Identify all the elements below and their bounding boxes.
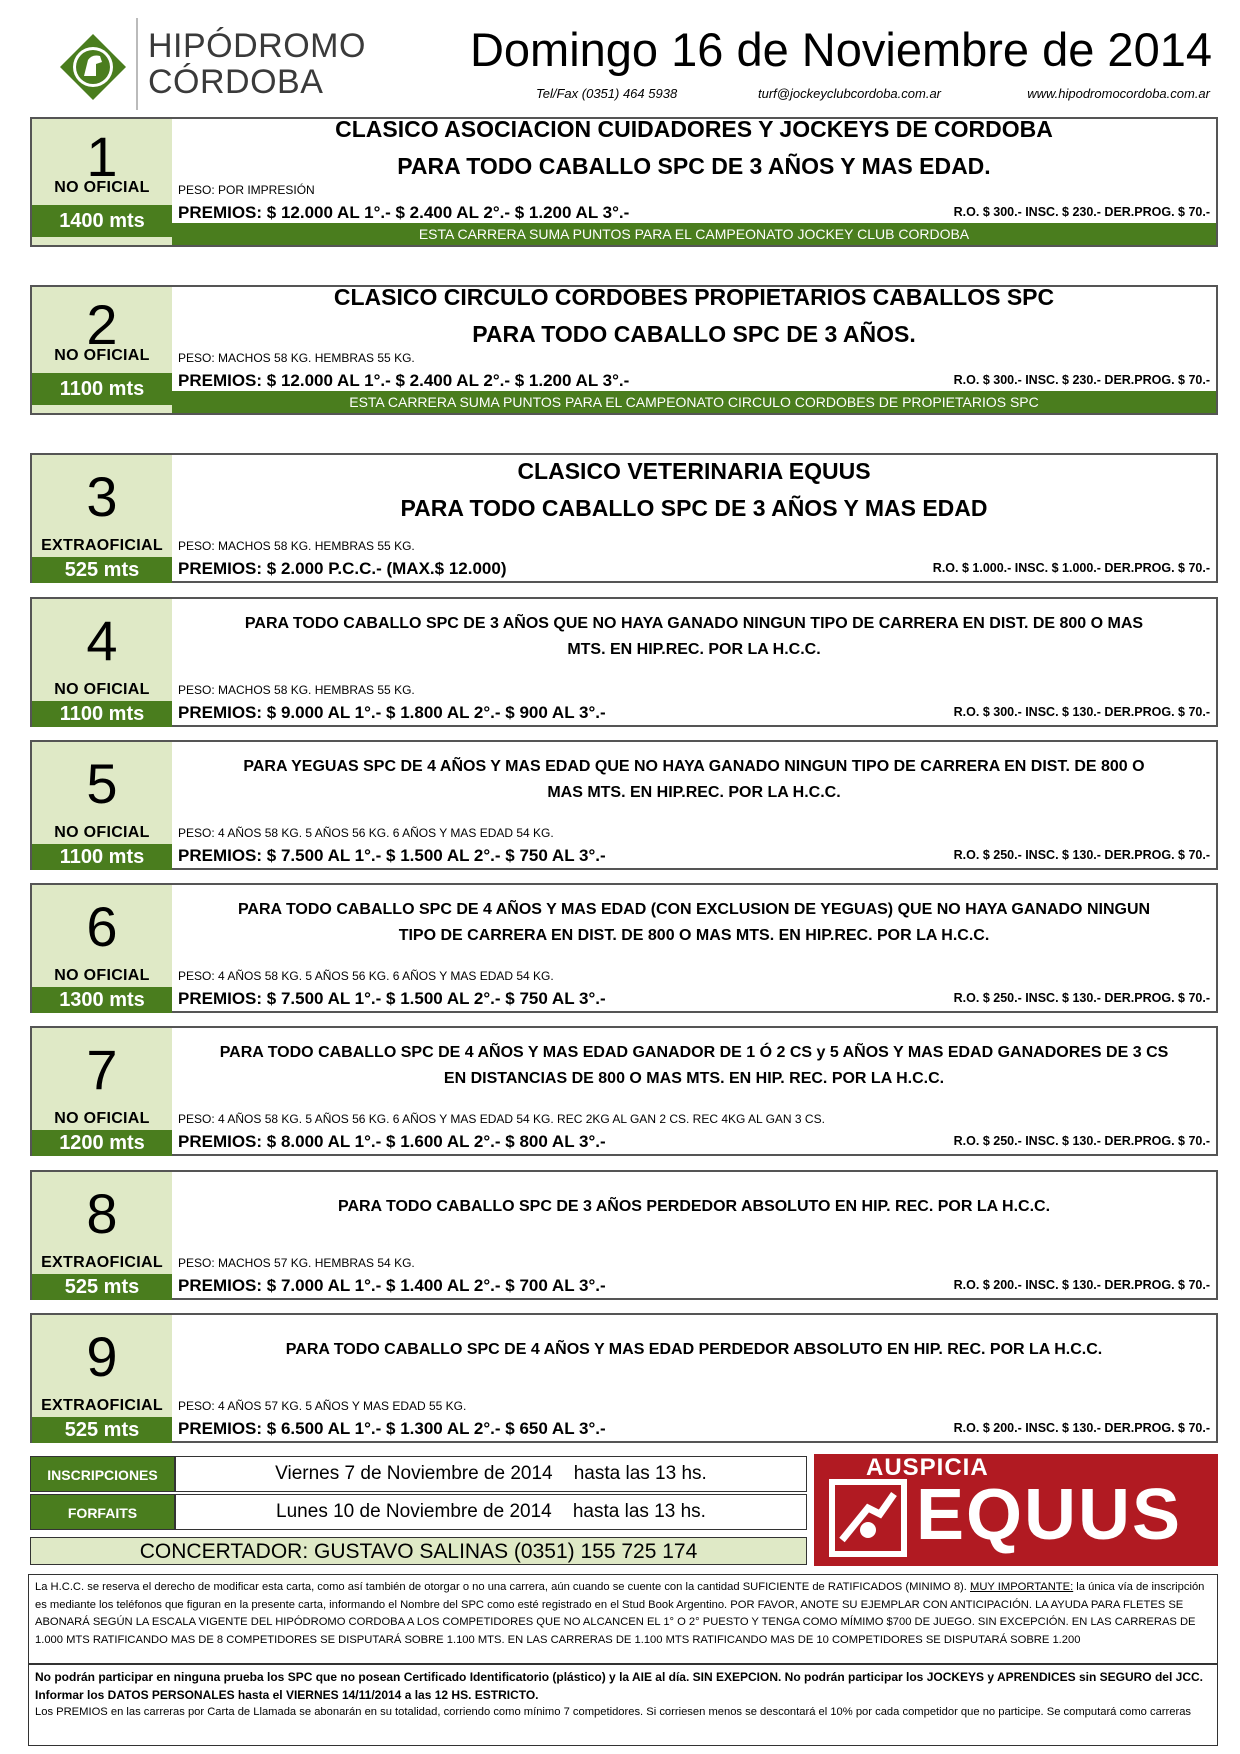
race-peso: PESO: MACHOS 58 KG. HEMBRAS 55 KG. [178, 351, 415, 365]
race-card-3 [30, 453, 1218, 583]
race-number: 3 [86, 465, 118, 528]
race-number: 1 [86, 125, 118, 188]
page-header [28, 18, 1218, 108]
race-status: EXTRAOFICIAL [41, 1254, 163, 1271]
contact-email[interactable]: turf@jockeyclubcordoba.com.ar [758, 86, 941, 101]
race-title-line1: PARA TODO CABALLO SPC DE 3 AÑOS PERDEDOR ABSOLUTO EN HIP. REC. POR LA H.C.C. [337, 1198, 1051, 1215]
race-fees: R.O. $ 200.- INSC. $ 130.- DER.PROG. $ 70.- [953, 1421, 1210, 1435]
sponsor-label: AUSPICIA [866, 1454, 989, 1481]
race-distance: 1300 mts [32, 987, 172, 1013]
race-title-line2: EN DISTANCIAS DE 800 O MAS MTS. EN HIP. REC. POR LA H.C.C. [443, 1070, 945, 1087]
race-title-line1: PARA TODO CABALLO SPC DE 4 AÑOS Y MAS EDAD PERDEDOR ABSOLUTO EN HIP. REC. POR LA H.C.C. [285, 1341, 1103, 1358]
race-peso: PESO: MACHOS 58 KG. HEMBRAS 55 KG. [178, 683, 415, 697]
race-premios: PREMIOS: $ 6.500 AL 1°.- $ 1.300 AL 2°.- $ 650 AL 3°.- [178, 1419, 606, 1438]
race-fees: R.O. $ 250.- INSC. $ 130.- DER.PROG. $ 70.- [953, 1134, 1210, 1148]
race-title-line2: MAS MTS. EN HIP.REC. POR LA H.C.C. [547, 784, 841, 801]
sponsor-name: EQUUS [916, 1475, 1183, 1555]
race-number: 6 [86, 895, 118, 958]
race-distance: 1100 mts [32, 844, 172, 870]
race-status: EXTRAOFICIAL [41, 537, 163, 554]
contact-website[interactable]: www.hipodromocordoba.com.ar [1027, 86, 1210, 101]
race-distance: 1400 mts [32, 205, 172, 237]
race-card-2 [30, 285, 1218, 415]
race-status: EXTRAOFICIAL [41, 1397, 163, 1414]
race-card-6 [30, 883, 1218, 1013]
race-title [172, 1194, 1216, 1220]
race-status: NO OFICIAL [54, 967, 150, 984]
terms-paragraph-3: Los PREMIOS en las carreras por Carta de Llamada se abonarán en su totalidad, corriendo como mínimo 7 competidores. Si corriesen menos se descontará el 10% por cada competidor que no participe. Se computará como carreras [35, 1706, 1192, 1718]
logo-divider [136, 18, 138, 110]
race-peso: PESO: POR IMPRESIÓN [178, 183, 315, 197]
race-status: NO OFICIAL [54, 1110, 150, 1127]
race-title [172, 611, 1216, 663]
race-peso: PESO: 4 AÑOS 58 KG. 5 AÑOS 56 KG. 6 AÑOS Y MAS EDAD 54 KG. [178, 969, 554, 983]
race-fees: R.O. $ 250.- INSC. $ 130.- DER.PROG. $ 70.- [953, 991, 1210, 1005]
race-title-line1: PARA TODO CABALLO SPC DE 3 AÑOS QUE NO HAYA GANADO NINGUN TIPO DE CARRERA EN DIST. DE 800 O MAS [244, 615, 1144, 632]
race-card-5 [30, 740, 1218, 870]
race-peso: PESO: 4 AÑOS 57 KG. 5 AÑOS Y MAS EDAD 55 KG. [178, 1399, 467, 1413]
race-premios: PREMIOS: $ 12.000 AL 1°.- $ 2.400 AL 2°.- $ 1.200 AL 3°.- [178, 371, 630, 390]
race-status: NO OFICIAL [54, 347, 150, 364]
race-fees: R.O. $ 300.- INSC. $ 130.- DER.PROG. $ 70.- [953, 705, 1210, 719]
race-banner: ESTA CARRERA SUMA PUNTOS PARA EL CAMPEONATO CIRCULO CORDOBES DE PROPIETARIOS SPC [172, 391, 1216, 413]
terms-notes [28, 1574, 1218, 1746]
race-title-line2: TIPO DE CARRERA EN DIST. DE 800 O MAS MTS. EN HIP.REC. POR LA H.C.C. [398, 927, 990, 944]
race-number: 9 [86, 1325, 118, 1388]
race-number: 7 [86, 1038, 118, 1101]
race-title-line2: PARA TODO CABALLO SPC DE 3 AÑOS Y MAS EDAD. [397, 153, 991, 179]
race-status: NO OFICIAL [54, 179, 150, 196]
race-distance: 525 mts [32, 1274, 172, 1300]
race-title [172, 453, 1216, 527]
race-title-line2: MTS. EN HIP.REC. POR LA H.C.C. [567, 641, 821, 658]
race-fees: R.O. $ 200.- INSC. $ 130.- DER.PROG. $ 70.- [953, 1278, 1210, 1292]
race-peso: PESO: MACHOS 58 KG. HEMBRAS 55 KG. [178, 539, 415, 553]
race-distance: 525 mts [32, 1417, 172, 1443]
race-title [172, 897, 1216, 949]
race-premios: PREMIOS: $ 12.000 AL 1°.- $ 2.400 AL 2°.- $ 1.200 AL 3°.- [178, 203, 630, 222]
race-premios: PREMIOS: $ 7.500 AL 1°.- $ 1.500 AL 2°.- $ 750 AL 3°.- [178, 846, 606, 865]
race-number: 5 [86, 752, 118, 815]
race-title-line1: PARA YEGUAS SPC DE 4 AÑOS Y MAS EDAD QUE NO HAYA GANADO NINGUN TIPO DE CARRERA EN DIST. DE 800 O [243, 758, 1145, 775]
race-title [172, 754, 1216, 806]
race-premios: PREMIOS: $ 8.000 AL 1°.- $ 1.600 AL 2°.- $ 800 AL 3°.- [178, 1132, 606, 1151]
race-title [172, 1337, 1216, 1363]
race-number: 2 [86, 293, 118, 356]
race-premios: PREMIOS: $ 7.500 AL 1°.- $ 1.500 AL 2°.- $ 750 AL 3°.- [178, 989, 606, 1008]
terms-paragraph-2: No podrán participar en ninguna prueba los SPC que no posean Certificado Identificatorio (plástico) y la AIE al día. SIN EXEPCION. No podrán participar los JOCKEYS y APRENDICES sin SEGURO del JCC. Informar los DATOS PERSONALES hasta el VIERNES 14/11/2014 a las 12 HS. ESTRICTO. [35, 1670, 1203, 1702]
race-peso: PESO: 4 AÑOS 58 KG. 5 AÑOS 56 KG. 6 AÑOS Y MAS EDAD 54 KG. [178, 826, 554, 840]
race-distance: 1100 mts [32, 373, 172, 405]
logo-wordmark [148, 28, 366, 100]
race-premios: PREMIOS: $ 9.000 AL 1°.- $ 1.800 AL 2°.- $ 900 AL 3°.- [178, 703, 606, 722]
inscripciones-value: Viernes 7 de Noviembre de 2014 hasta las 13 hs. [175, 1456, 807, 1492]
race-premios: PREMIOS: $ 7.000 AL 1°.- $ 1.400 AL 2°.- $ 700 AL 3°.- [178, 1276, 606, 1295]
terms-paragraph-1 [29, 1575, 1217, 1665]
race-title [172, 279, 1216, 353]
race-card-4 [30, 597, 1218, 727]
race-peso: PESO: MACHOS 57 KG. HEMBRAS 54 KG. [178, 1256, 415, 1270]
race-banner: ESTA CARRERA SUMA PUNTOS PARA EL CAMPEONATO JOCKEY CLUB CORDOBA [172, 223, 1216, 245]
race-title-line2: PARA TODO CABALLO SPC DE 3 AÑOS Y MAS EDAD [400, 495, 988, 521]
race-title-line1: CLASICO VETERINARIA EQUUS [517, 458, 871, 484]
race-title-line1: PARA TODO CABALLO SPC DE 4 AÑOS Y MAS EDAD (CON EXCLUSION DE YEGUAS) QUE NO HAYA GANADO NINGUN [237, 901, 1151, 918]
race-status: NO OFICIAL [54, 681, 150, 698]
race-fees: R.O. $ 300.- INSC. $ 230.- DER.PROG. $ 70.- [953, 205, 1210, 219]
terms-text-a: La H.C.C. se reserva el derecho de modificar esta carta, como así también de otorgar o no una carrera, aún cuando se cuente con la cantidad SUFICIENTE de RATIFICADOS (MINIMO 8). [35, 1581, 970, 1593]
race-peso: PESO: 4 AÑOS 58 KG. 5 AÑOS 56 KG. 6 AÑOS Y MAS EDAD 54 KG. REC 2KG AL GAN 2 CS. REC 4KG AL GAN 3 CS. [178, 1112, 825, 1126]
race-card-1 [30, 117, 1218, 247]
race-card-8 [30, 1170, 1218, 1300]
race-number: 8 [86, 1182, 118, 1245]
contact-phone: Tel/Fax (0351) 464 5938 [536, 86, 678, 101]
race-distance: 525 mts [32, 557, 172, 583]
race-title [172, 1040, 1216, 1092]
race-title-line1: CLASICO CIRCULO CORDOBES PROPIETARIOS CABALLOS SPC [333, 284, 1055, 310]
race-fees: R.O. $ 250.- INSC. $ 130.- DER.PROG. $ 70.- [953, 848, 1210, 862]
sponsor-banner [814, 1454, 1218, 1566]
race-title-line1: CLASICO ASOCIACION CUIDADORES Y JOCKEYS DE CORDOBA [335, 116, 1053, 142]
forfaits-value: Lunes 10 de Noviembre de 2014 hasta las 13 hs. [175, 1494, 807, 1530]
race-title-line1: PARA TODO CABALLO SPC DE 4 AÑOS Y MAS EDAD GANADOR DE 1 Ó 2 CS y 5 AÑOS Y MAS EDAD GANADORES DE 3 CS [219, 1044, 1169, 1061]
race-status: NO OFICIAL [54, 824, 150, 841]
hipodromo-logo-icon [58, 32, 128, 102]
equus-logo-icon [828, 1478, 908, 1558]
race-fees: R.O. $ 1.000.- INSC. $ 1.000.- DER.PROG. $ 70.- [932, 561, 1210, 575]
race-title [172, 109, 1216, 185]
concertador-contact: CONCERTADOR: GUSTAVO SALINAS (0351) 155 725 174 [30, 1537, 807, 1565]
inscripciones-label: INSCRIPCIONES [30, 1456, 175, 1492]
forfaits-label: FORFAITS [30, 1494, 175, 1530]
race-card-7 [30, 1026, 1218, 1156]
page-title: Domingo 16 de Noviembre de 2014 [469, 23, 1212, 76]
terms-important: MUY IMPORTANTE: [970, 1581, 1074, 1593]
logo-line1: HIPÓDROMO [148, 27, 366, 65]
race-fees: R.O. $ 300.- INSC. $ 230.- DER.PROG. $ 70.- [953, 373, 1210, 387]
logo-line2: CÓRDOBA [148, 63, 324, 101]
race-number: 4 [86, 609, 118, 672]
terms-text-b: la única vía de inscripción es mediante los teléfonos que figuran en la presente carta, informando el Nombre del SPC como esté registrado en el Stud Book Argentino. POR FAVOR, ANOTE SU EJEMPLAR CON ANTICIPACIÓN. LA AYUDA PARA FLETES SE ABONARÁ SEGÚN LA ESCALA VIGENTE DEL HIPÓDROMO CORDOBA A LOS COMPETIDORES QUE NO ALCANCEN EL 1° O 2° PUESTO Y TENGA COMO MÍMIMO $700 DE JUEGO. SIN EXCEPCIÓN. EN LAS CARRERAS DE 1.000 MTS RATIFICANDO MAS DE 8 COMPETIDORES SE DISPUTARÁ SOBRE 1.100 MTS. EN LAS CARRERAS DE 1.100 MTS RATIFICANDO MAS DE 10 COMPETIDORES SE DISPUTARÁ SOBRE 1.200 [35, 1581, 1205, 1646]
race-premios: PREMIOS: $ 2.000 P.C.C.- (MAX.$ 12.000) [178, 559, 507, 578]
race-card-9 [30, 1313, 1218, 1443]
race-title-line2: PARA TODO CABALLO SPC DE 3 AÑOS. [472, 321, 916, 347]
race-distance: 1200 mts [32, 1130, 172, 1156]
race-distance: 1100 mts [32, 701, 172, 727]
